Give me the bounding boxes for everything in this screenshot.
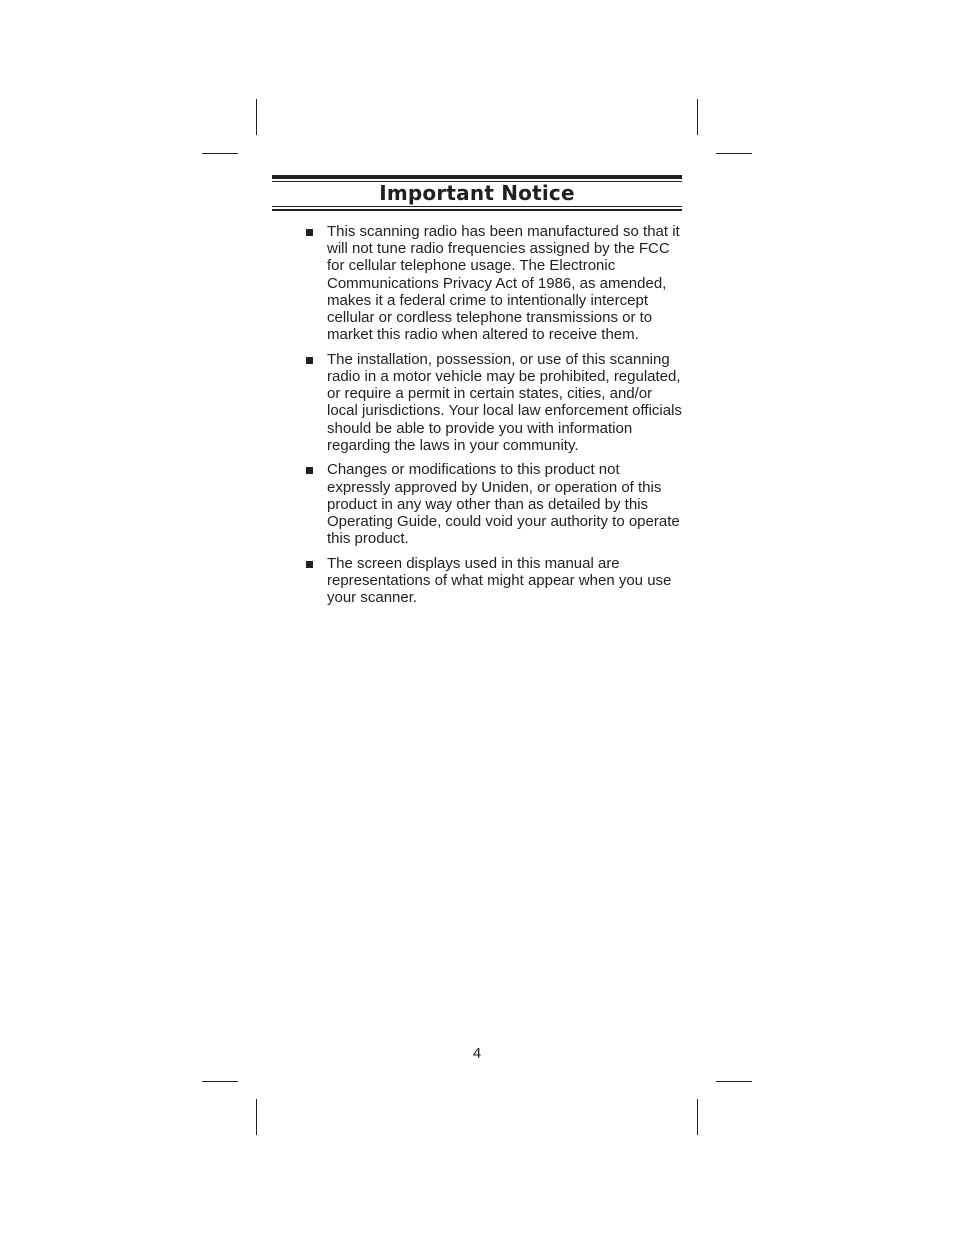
square-bullet-icon — [306, 467, 313, 474]
notice-list — [306, 223, 686, 614]
list-item — [306, 461, 686, 547]
crop-mark-bottom-right-horizontal — [716, 1081, 752, 1082]
crop-mark-top-right-vertical — [697, 99, 698, 135]
crop-mark-bottom-right-vertical — [697, 1099, 698, 1135]
header-rule-bottom-thick — [272, 209, 682, 211]
crop-mark-bottom-left-horizontal — [202, 1081, 238, 1082]
list-item — [306, 223, 686, 343]
section-header — [272, 175, 682, 211]
square-bullet-icon — [306, 561, 313, 568]
header-rule-bottom-thin — [272, 206, 682, 207]
crop-mark-bottom-left-vertical — [256, 1099, 257, 1135]
notice-text: Changes or modifications to this product not expressly approved by Uniden, or operation of this product in any way other than as detailed by this Operating Guide, could void your authority to operate this product. — [327, 461, 680, 548]
header-rule-top-thick — [272, 175, 682, 179]
list-item — [306, 351, 686, 454]
crop-mark-top-left-horizontal — [202, 153, 238, 154]
notice-text: The screen displays used in this manual are representations of what might appear when you use your scanner. — [327, 554, 672, 607]
crop-mark-top-left-vertical — [256, 99, 257, 135]
page-number: 4 — [472, 1045, 482, 1062]
square-bullet-icon — [306, 229, 313, 236]
notice-text: The installation, possession, or use of this scanning radio in a motor vehicle may be prohibited, regulated, or require a permit in certain states, cities, and/or local jurisdictions. Your local law enforcement officials should be able to provide you with information regarding the laws in your community. — [327, 350, 682, 454]
page-title: Important Notice — [379, 181, 575, 205]
list-item — [306, 555, 686, 607]
notice-text: This scanning radio has been manufactured so that it will not tune radio frequencies assigned by the FCC for cellular telephone usage. The Electronic Communications Privacy Act of 1986, as amended, makes it a federal crime to intentionally intercept cellular or cordless telephone transmissions or to market this radio when altered to receive them. — [327, 223, 680, 344]
square-bullet-icon — [306, 357, 313, 364]
crop-mark-top-right-horizontal — [716, 153, 752, 154]
